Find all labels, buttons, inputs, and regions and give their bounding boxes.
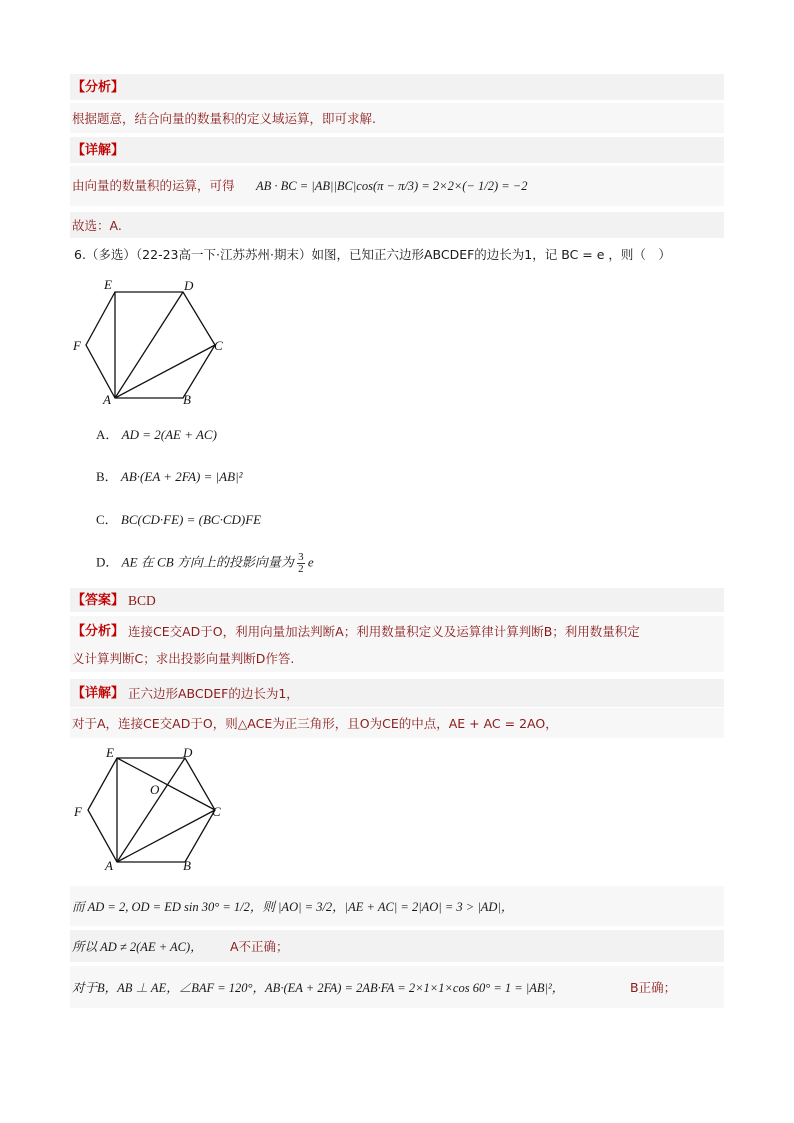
option-a: [96, 426, 217, 444]
label-b: B: [183, 392, 191, 407]
analysis-tag: 【分析】: [72, 80, 125, 95]
option-a-label: A．: [96, 427, 119, 442]
label2-d: D: [183, 746, 193, 760]
answer-detail-band: [70, 679, 724, 707]
hexagon-figure-1: [70, 278, 230, 408]
analysis-band-1: [70, 74, 724, 100]
option-a-text: AD = 2(AE + AC): [121, 427, 217, 442]
label2-a: A: [105, 858, 113, 872]
option-d-fraction: $\frac{3}{2}$: [298, 551, 304, 575]
analysis-text: 根据题意，结合向量的数量积的定义域运算，即可求解.: [72, 111, 376, 126]
choice-band-1: [70, 212, 724, 238]
option-d-vector: e: [307, 554, 314, 570]
line-b: 对于B，AB ⊥ AE，∠BAF = 120°，AB·(EA + 2FA) = 2AB·FA = 2×1×1×cos 60° = 1 = |AB|²，: [72, 981, 565, 995]
detail-tag: 【详解】: [72, 143, 125, 158]
choice-text: 故选：A.: [72, 218, 122, 233]
option-b-text: AB·(EA + 2FA) = |AB|²: [120, 469, 243, 484]
option-d-text: AE 在 CB 方向上的投影向量为: [121, 554, 294, 570]
answer-analysis-2: 义计算判断C；求出投影向量判断D作答.: [72, 651, 295, 666]
option-c-label: C．: [96, 512, 118, 527]
option-c: [96, 511, 261, 529]
answer-analysis-1: 连接CE交AD于O，利用向量加法判断A；利用数量积定义及运算律计算判断B；利用数量积定: [128, 624, 640, 639]
line-so-band: [70, 930, 724, 962]
label-a: A: [103, 392, 111, 407]
line-so-red: A不正确；: [230, 939, 289, 954]
detail-prefix: 由向量的数量积的运算，可得: [72, 178, 235, 193]
label2-f: F: [74, 804, 82, 819]
option-c-text: BC(CD·FE) = (BC·CD)FE: [120, 512, 262, 527]
option-d: [96, 552, 314, 575]
line-calc-band: [70, 886, 724, 926]
label-d: D: [184, 278, 194, 293]
label2-c: C: [212, 804, 221, 819]
answer-value: BCD: [128, 593, 156, 608]
label-e: E: [104, 278, 112, 292]
option-b-label: B．: [96, 469, 118, 484]
label-f: F: [73, 338, 81, 353]
label2-e: E: [106, 746, 114, 760]
answer-detail-tag: 【详解】: [72, 686, 125, 701]
analysis-text-band: [70, 103, 724, 133]
line-a: 对于A，连接CE交AD于O，则△ACE为正三角形，且O为CE的中点，AE + AC = 2AO，: [72, 716, 558, 731]
hexagon-figure-2: [72, 746, 226, 872]
option-b: [96, 468, 243, 486]
label-c: C: [214, 338, 223, 353]
detail-formula: AB · BC = |AB||BC|cos(π − π/3) = 2×2×(− 1/2) = −2: [256, 179, 528, 193]
label2-b: B: [183, 858, 191, 872]
line-calc: 而 AD = 2, OD = ED sin 30° = 1/2，则 |AO| = 3/2，|AE + AC| = 2|AO| = 3 > |AD|，: [72, 900, 514, 914]
line-b-red: B正确；: [630, 980, 677, 995]
question-6-stem: 6.（多选）（22-23高一下·江苏苏州·期末）如图，已知正六边形ABCDEF的边长为1，记 BC = e ，则（ ）: [74, 247, 671, 262]
label2-o: O: [150, 782, 160, 797]
detail-text-band: [70, 166, 724, 206]
answer-analysis-band: [70, 616, 724, 672]
answer-analysis-tag: 【分析】: [72, 624, 125, 639]
hexagon-shape: [86, 292, 215, 398]
hexagon-shape-2: [88, 758, 215, 862]
line-a-band: [70, 708, 724, 738]
option-d-label: D．: [96, 554, 119, 570]
line-b-band: [70, 966, 724, 1008]
answer-tag: 【答案】: [72, 593, 125, 608]
detail-band-1: [70, 137, 724, 163]
answer-band: [70, 588, 724, 612]
hexagon-figure-2-box: [72, 746, 226, 872]
answer-detail-1: 正六边形ABCDEF的边长为1，: [128, 686, 299, 701]
line-so: 所以 AD ≠ 2(AE + AC)，: [72, 940, 203, 954]
